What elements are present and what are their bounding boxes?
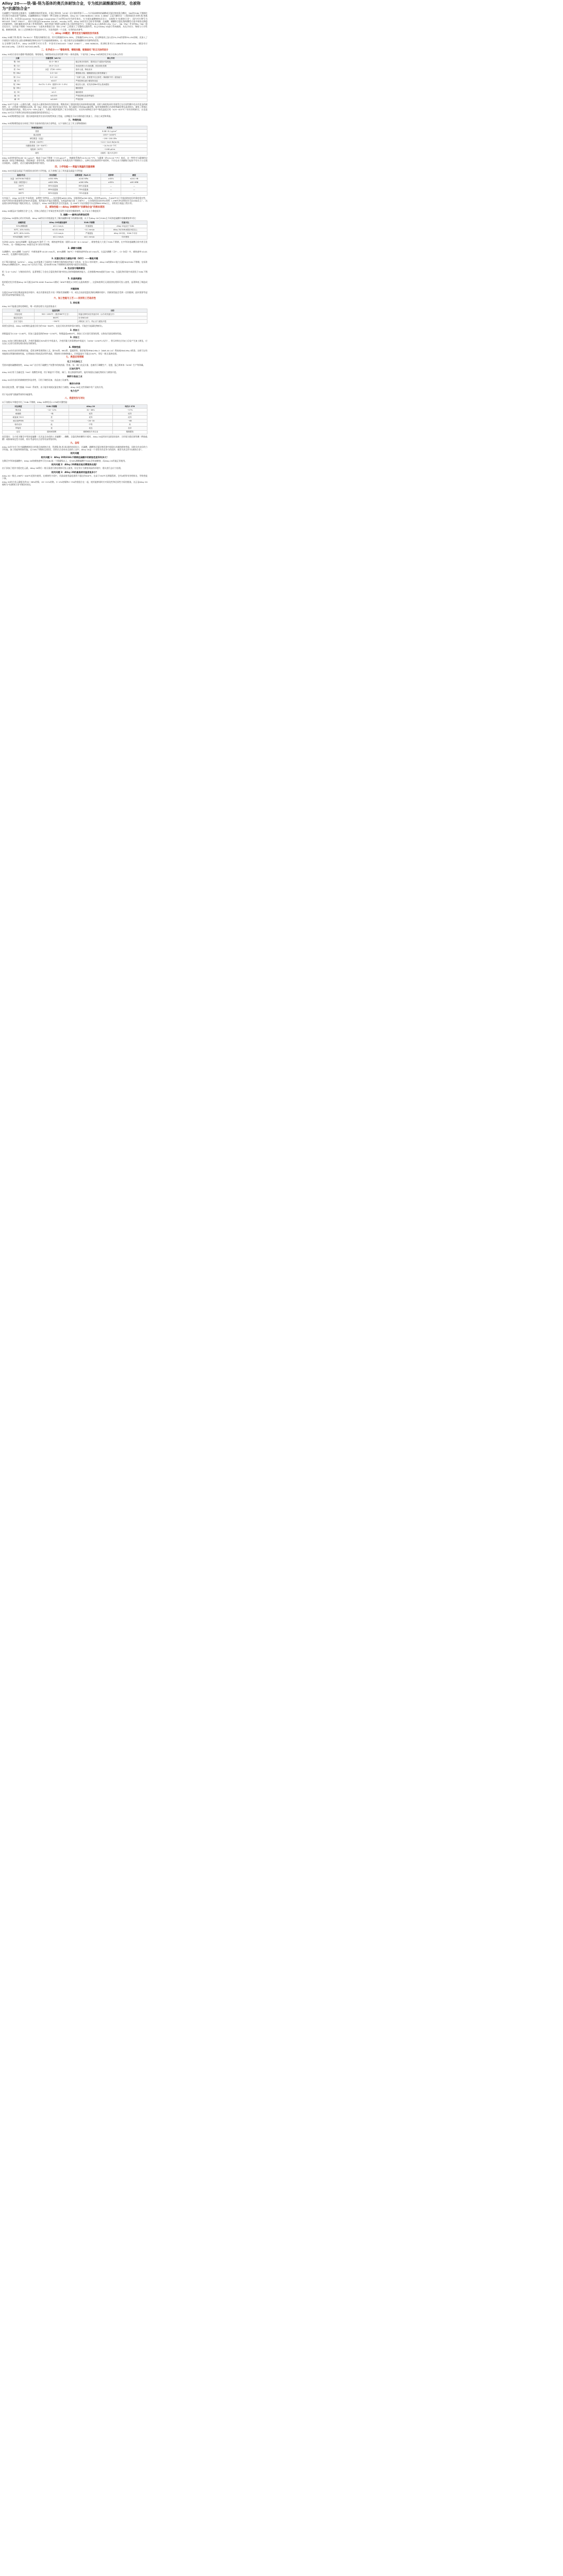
overview-paragraph: 在全球牌号体系中，Alloy 20的牌号对应关系：中国对应NS1403（GB/T 15007）、UNS N08020，欧洲标准对应2.4660和NiCr20CuMo，德国对应NiCr20CuMo，日本对应 NCF20CuMo等。	[2, 42, 147, 48]
column-header: Alloy 20	[69, 404, 112, 408]
table-cell: ≤241 HB	[121, 177, 147, 181]
section-heading-processing: 六、加工性能与工艺——良好的工艺适应性	[54, 297, 96, 300]
phosphoric-paragraph: 在磷酸中，85%磷酸（100℃）中腐蚀速率<0.05 mm/年，85%磷酸（80℃）中腐蚀速率约0.03 mm/年，在湿法磷酸（含F⁻、Cl⁻杂质）中，腐蚀速率<0.01 mm/年，在混酸中表现也很好。	[2, 250, 147, 256]
mechanical-body	[3, 177, 147, 195]
table-cell: 快速腐蚀	[75, 225, 104, 228]
heat-treatment-note: 需要注意的是，Alloy 20的敏化温度区间为约700~900℃，在此区间长时间停留应避免，可能会引起碳化物析出。	[2, 325, 104, 328]
table-cell: 高	[112, 423, 147, 427]
table-cell: 8.08~8.1 g/cm³	[72, 129, 147, 133]
faq-question: 相关问题 1：Alloy 20和316L不锈钢在硫酸中的耐蚀性差异有多大？	[41, 456, 109, 459]
column-header: 核心作用	[75, 57, 147, 60]
article-title: Alloy 20——铁-镍-铬为基体的奥氏体耐蚀合金，专为抵抗硫酸腐蚀研发，也被称为“抗腐蚀合金”	[2, 1, 141, 11]
section-heading-composition: 二、化学成分——“镍铬骨架、铜钼抗酸、铌稳固化”的五元协同设计	[41, 49, 109, 52]
table-cell: 弹性模量（室温）	[3, 137, 72, 141]
table-cell: 19.0~21.0	[33, 64, 75, 67]
table-cell: Alloy 20/316L耐蚀10倍以上	[104, 228, 147, 232]
mechanical-intro: Alloy 20在室温及高温下均展现出良好的力学性能。以下表格汇总了其室温及高温力学性能：	[2, 170, 85, 173]
table-cell: 85%室温值	[40, 188, 67, 192]
column-header: 温度/状态	[3, 173, 40, 177]
column-header: 目的	[78, 309, 147, 312]
table-row	[3, 83, 147, 87]
hot-working-paragraph: 热锻温度为1110~1140℃，但加工温度范围约900~1150℃，终锻温度≥850℃，热加工后应进行固溶处理，以恢复其最佳耐蚀性能。	[2, 332, 123, 335]
table-row	[3, 133, 147, 137]
subheading-sulfuric: 1. 硫酸——最突出的耐蚀优势	[60, 213, 90, 216]
table-cell: ≤0.045	[33, 98, 75, 101]
table-cell: 中等	[69, 423, 112, 427]
table-cell: 辅助脱氧	[75, 87, 147, 90]
table-cell: 良好	[112, 427, 147, 430]
subheading-phosphoric: 2. 磷酸与硝酸	[68, 247, 82, 250]
cold-working-paragraph: Alloy 20加工硬化倾向显著，冷变形量超过30%时应中间退火，冷变形量大时需增加中间退火（1050~1150℃/水冷），积压材料在冷加工后易产生加工硬化，应在加工后进行固溶处理以恢复其耐蚀性。	[2, 339, 147, 345]
table-cell: ≥280 MPa	[66, 181, 101, 184]
table-cell: 室温（典型退火）	[3, 181, 40, 184]
table-cell: 去应力退火	[3, 320, 35, 324]
table-row	[3, 79, 147, 83]
sulfuric-acid-body	[3, 225, 147, 239]
physical-table	[2, 126, 147, 156]
subheading-welding: 4. 焊接性能	[69, 346, 81, 349]
table-cell: 线膨胀系数（20~300℃）	[3, 144, 72, 148]
subheading-intergranular: 5. 抗晶间腐蚀	[68, 277, 82, 280]
table-row	[3, 419, 147, 423]
table-header-row	[3, 221, 147, 225]
table-row	[3, 232, 147, 235]
table-cell: 焊接性	[3, 427, 35, 430]
column-header: 温度范围	[34, 309, 77, 312]
sulfuric-note: 在浓度<40%~60%的硫酸（温度≤80℃条件下）中，腐蚀速率很低（通常<0.05~0.1 mm/a），耐蚀性能大大优于316L不锈钢，在中等浓度硫酸区间中甚至优于904L，这一领域是Alloy 20最具竞争力的应用领域。	[2, 240, 147, 246]
table-cell: 稳定奥氏体基体，提高抗应力腐蚀开裂性能	[75, 60, 147, 64]
table-row	[3, 188, 147, 192]
sulfuric-paragraph: 这是Alloy 20最核心的应用场景。Alloy 20的设计初衷就是为了解决硫酸环境下的腐蚀问题，以下为Alloy 20与316L在不同浓度硫酸中的耐腐蚀率对比：	[2, 217, 138, 220]
table-cell: 密度	[3, 129, 72, 133]
column-header: Alloy 20年腐蚀速率	[41, 221, 75, 225]
table-cell: 32~38%	[69, 409, 112, 412]
overview-paragraph: Alloy 20属于铁-镍-铬（Fe-Ni-Cr）系奥氏体耐蚀合金，其中含镍量约32%-38%，含铬量约19%-21%，在这种基体上加入约2%-3%的钼和3%-4%的铜，还加入了少量铌作为稳定化元素以抑制碳化物析出而产生的晶间腐蚀倾向，这一组合使其在处理硫酸时具有独特的优势。	[2, 36, 147, 42]
table-cell: 保温足够时间后快速冷却（水冷或快速空冷）	[78, 313, 147, 316]
comparison-note: 选型建议：当介质为稀至中等浓度硫酸（尤其是含杂质的工业硫酸）、磷酸、含氯化物的酸性介质时，Alloy 20是性价比最优的选择；当环境为强还原性酸（例如盐酸）或极端氧化性介质时，则应考虑哈氏合金等更高等级材料。	[2, 435, 147, 440]
table-cell: ≤0.035	[33, 94, 75, 98]
composition-table	[2, 57, 147, 102]
column-header: 硫酸浓度	[3, 221, 42, 225]
table-cell: ~10~12%	[34, 409, 69, 412]
table-row	[3, 409, 147, 412]
column-header: 316L不锈钢	[34, 404, 69, 408]
table-row	[3, 430, 147, 434]
table-cell: ~12.2~14.0 W/(m·K)	[72, 141, 147, 144]
subheading-cold-working: 3. 冷加工	[70, 335, 80, 338]
table-row	[3, 64, 147, 67]
table-cell: 300℃	[3, 188, 40, 192]
article-page	[0, 0, 150, 824]
table-row	[3, 94, 147, 98]
column-header: 含量范围（wt.%）	[33, 57, 75, 60]
table-cell: ≤0.01 mm/a	[41, 228, 75, 232]
subheading-pitting: 4. 抗点蚀与缝隙腐蚀	[64, 267, 85, 270]
table-row	[3, 90, 147, 94]
table-cell: ~0.1 mm/a	[75, 228, 104, 232]
table-row	[3, 87, 147, 90]
table-cell: 优异	[69, 412, 112, 416]
table-cell: ~0.98 μΩ·m	[72, 148, 147, 151]
table-cell: 定位	[3, 430, 35, 434]
table-cell: 硫酸耐蚀专用合金	[69, 430, 112, 434]
table-cell: 铁（Fe）	[3, 68, 33, 72]
table-cell: 70%室温值	[66, 192, 101, 195]
table-cell: 严重腐蚀	[75, 232, 104, 235]
mechanical-table	[2, 173, 147, 196]
table-header-row	[3, 173, 147, 177]
table-cell: 低	[34, 423, 69, 427]
table-cell: 85%室温值	[40, 184, 67, 188]
table-row	[3, 151, 147, 155]
sulfuric-acid-table	[2, 221, 147, 239]
pitting-paragraph: 钼（2.0~3.0%）与铬协同作用，显著增强了合金在含氯化物环境中的抗点蚀和缝隙腐蚀能力。点蚀指数PREN值约为26~30，在氯化物环境中表现优于316L不锈钢。	[2, 270, 147, 276]
mechanical-note: 在室温下，Alloy 20呈现“中高强度、高塑性”的特征——抗拉强度≥620 MPa，屈服强度≥300 MPa，延伸率≥40%。在400℃以下仍能保持较好的强度稳定性，400℃时抗拉强度保持在约80%室温值，使其能在中温区间服役。在低温性能方面（-196℃），它仍保持优良的冲击韧性（-196℃冲击吸收功可达100J以上），这是奥氏体结构低温不脆化的优点。在低温下，Alloy 20的强度甚至比室温高，在-196℃下抗拉强度可以达到800 MPa以上，非常适合低温工程应用。	[2, 196, 147, 205]
table-cell: 32.0~38.0	[33, 60, 75, 64]
power-paragraph: 用于电站烟气脱硫系统和冷凝器等。	[2, 393, 35, 396]
table-cell: 80%室温值	[66, 184, 101, 188]
table-cell: Alloy 20可用，316L不可用	[104, 232, 147, 235]
table-cell: 优	[34, 427, 69, 430]
faq-heading: 相关问题	[70, 452, 79, 455]
faq-answer: 在稀至中等浓度硫酸中，Alloy 20的腐蚀速率可比316L低一个数量级以上，在50%沸腾硫酸中316L会快速腐蚀，而Alloy 20仍能正常使用。	[2, 460, 127, 463]
table-cell: ≤0.1 mm/a	[75, 235, 104, 239]
table-cell: 形成致密Cr₂O₃钝化膜，抵抗氧化性酸	[75, 64, 147, 67]
table-cell: 硅（Si）	[3, 90, 33, 94]
subheading-heat-treatment: 1. 热处理	[70, 301, 80, 304]
column-header: 元素	[3, 57, 33, 60]
table-cell: 均可使用	[104, 235, 147, 239]
comparison-intro: 以下表格从多维度对比了316L不锈钢，Alloy 20和哈氏C-276的关键性能：	[2, 401, 70, 404]
table-cell: —	[121, 192, 147, 195]
physical-note: Alloy 20的密度约8.08~8.1 g/cm³，略高于304不锈钢（7.93 g/cm³）。热膨胀系数约14.9×10⁻⁶/℃，与碳钢（约12×10⁻⁶/℃）接近，这一特性对与碳钢的设备连接（如复合钢板制造、管板制造）非常有利。线性膨胀比相较于传统奥氏体不锈钢较小，这种合金在换热管中使用时，不存在由于热膨胀引起的不均匀力与全奥氏体组织。无磁性，适合在磁场敏感环境中使用。	[2, 156, 147, 165]
oil-gas-paragraph: Alloy 20应用于含硫化氢（H₂S）的酸性环境，用于制造井下管柱、阀门、热交换器等部件，能有效抵抗含硫化物的应力腐蚀开裂。	[2, 371, 118, 374]
table-cell: —	[121, 184, 147, 188]
table-cell: 200℃	[3, 184, 40, 188]
table-row	[3, 141, 147, 144]
table-row	[3, 75, 147, 79]
table-cell: 通用耐蚀钢	[34, 430, 69, 434]
heat-treatment-table	[2, 309, 147, 324]
column-header: 硬度	[121, 173, 147, 177]
faq-answer: Alloy 20一般在-196℃~400℃范围内使用，在腐蚀性介质中，其最高使用温度通常不超过约500℃，在高于550℃长期服役时，会有σ相等有害相析出，导致性能下降。	[2, 474, 147, 480]
faq-question: 相关问题 2：Alloy 20焊接后是否需要热处理？	[51, 463, 98, 466]
table-row	[3, 320, 147, 324]
table-cell: 硫（S）	[3, 94, 33, 98]
corrosion-intro: Alloy 20被冠以“抗腐蚀合金”之名，其核心价值在于对氧化性和还原性介质的均衡耐蚀性，以下从五个维度展开：	[2, 209, 103, 212]
table-cell: ≤90 HRB	[121, 181, 147, 184]
table-cell: 一般	[34, 412, 69, 416]
table-row	[3, 60, 147, 64]
table-cell: 80%室温值	[40, 192, 67, 195]
table-cell: 基体元素，降低成本	[75, 68, 147, 72]
section-heading-overview: 一、Alloy 20概述：牌号定位与编制的技术体系	[51, 32, 99, 36]
table-row	[3, 235, 147, 239]
table-row	[3, 316, 147, 320]
column-header: 哈氏C-276	[112, 404, 147, 408]
table-cell: 铜（Cu）	[3, 75, 33, 79]
table-row	[3, 427, 147, 430]
subheading-power: 电力生产	[70, 389, 79, 393]
faq-question: 相关问题 3：Alloy 20的最高使用温度是多少？	[51, 470, 98, 473]
table-cell: 磷（P）	[3, 98, 33, 101]
table-cell: 耐氯离子SCC	[3, 416, 35, 419]
table-row	[3, 177, 147, 181]
table-cell: 优异	[69, 416, 112, 419]
table-cell: 93%浓硫酸（60℃）	[3, 235, 42, 239]
table-cell: 400℃	[3, 192, 40, 195]
closing-paragraph: Alloy 20的合金元素配比约32~38%的镍、19~21%的铬、3~4%的铜和2~3%的钼组合在一起，使其能够同时应对氧化性和还原性介质的挑战，这正是Alloy 20被称为“抗腐蚀合金”的根本原因。	[2, 480, 147, 486]
table-row	[3, 72, 147, 75]
summary-paragraph: Alloy 20作为专门针对硫酸腐蚀设计的奥氏体耐蚀合金，凭借镍-铬-钼-铜-铌的协同设计，在硫酸、磷酸和含氯化物环境中展现出卓越的耐蚀性能，同时具有良好的力学性能、加工性能和焊接性能。在316L不锈钢无法胜任、而哈氏合金成本过高的工况中，Alloy 20是一个非常具有竞争力的选择，被誉为真正的“抗腐蚀合金”。	[2, 445, 147, 451]
table-cell: ≥240 MPa	[66, 177, 101, 181]
table-cell: 优异	[112, 412, 147, 416]
table-cell: 增强耐点蚀、缝隙腐蚀及还原性酸能力	[75, 72, 147, 75]
table-cell: 余量（约30~40%）	[33, 68, 75, 72]
section-heading-applications: 七、典型应用领域	[65, 356, 84, 359]
table-row	[3, 68, 147, 72]
table-cell: Alloy 20远优于316L	[104, 225, 147, 228]
table-cell: 差	[34, 416, 69, 419]
table-cell: ≤2.0	[33, 87, 75, 90]
column-header: 性能对比	[104, 221, 147, 225]
table-cell: 磁性	[3, 151, 72, 155]
subheading-oil-gas: 石油天然气	[69, 367, 80, 370]
table-header-row	[3, 404, 147, 408]
table-cell: 镍（Ni）	[3, 60, 33, 64]
table-cell: —	[101, 192, 121, 195]
column-header: 物理性能项目	[3, 126, 72, 129]
table-cell: —	[121, 188, 147, 192]
section-heading-comparison: 八、选型定位与对比	[64, 397, 85, 400]
table-cell: 钼（Mo）	[3, 72, 33, 75]
table-row	[3, 181, 147, 184]
table-cell: —	[101, 188, 121, 192]
section-heading-mechanical: 四、力学性能——常温与高温的双重保障	[55, 165, 95, 168]
table-row	[3, 184, 147, 188]
table-cell: 稳定化元素，优先形成NbC防止晶间腐蚀	[75, 83, 147, 87]
table-cell: 耐点蚀PREN	[3, 419, 35, 423]
subheading-pharma: 制药与食品工业	[67, 375, 82, 378]
composition-intro: Alloy 20的合金设计遵循“镍基稳固、铬铝钝化、铜钼协同抗还原性酸”四位一体的思路，下表列出了Alloy 20的典型化学成分及核心作用：	[2, 53, 125, 56]
table-cell: 稳定化退火	[3, 316, 35, 320]
table-row	[3, 412, 147, 416]
column-header: 延伸率	[101, 173, 121, 177]
table-cell: 3.0~4.0	[33, 75, 75, 79]
composition-note: Alloy 20的物理性能方面：奥氏体组织使其有良好的韧性和加工性能，这种配比可以方便的进行热加工、冷加工成型和焊接。	[2, 114, 113, 117]
table-cell: 热导率（100℃）	[3, 141, 72, 144]
column-header: 抗拉强度	[40, 173, 67, 177]
physical-body	[3, 129, 147, 155]
table-cell: ≤0.07	[33, 79, 75, 83]
table-cell: 75%室温值	[66, 188, 101, 192]
composition-body	[3, 60, 147, 101]
table-cell: 50℃, 10% H₂SO₄	[3, 228, 42, 232]
physical-intro: Alloy 20的物理性能充分体现了铁作为基体的奥氏体合金特征。以下表格汇总了其主要物理指标：	[2, 122, 89, 125]
table-cell: 严格控制	[75, 98, 147, 101]
table-cell: 极端腐蚀	[112, 430, 147, 434]
table-cell: ~24	[34, 419, 69, 423]
table-cell: 锰（Mn）	[3, 87, 33, 90]
table-cell: ~26~30	[69, 419, 112, 423]
subheading-chemical: 化工与石油化工	[67, 360, 82, 363]
table-cell: ~0.3 mm/a	[41, 232, 75, 235]
table-cell: 辅助脱氧	[75, 90, 147, 94]
marine-paragraph: 海水淡化装置、烟气脱硫（FGD）系统等，由于能有效抵抗氯化物应力腐蚀，Alloy 20在这些领域中有广泛的应用。	[2, 385, 105, 388]
column-header: 典型值	[72, 126, 147, 129]
table-cell: 920~1050℃（推荐980℃左右）	[34, 313, 77, 316]
column-header: 工艺	[3, 309, 35, 312]
table-row	[3, 137, 147, 141]
subheading-hot-working: 2. 热加工	[70, 328, 80, 331]
column-header: 316L不锈钢	[75, 221, 104, 225]
heat-treatment-body	[3, 313, 147, 324]
table-cell: 消除加工应力，防止应力腐蚀开裂	[78, 320, 147, 324]
table-row	[3, 228, 147, 232]
table-header-row	[3, 126, 147, 129]
table-cell: 针对NS143	[78, 316, 147, 320]
table-row	[3, 192, 147, 195]
column-header: 屈服强度（Rp0.2）	[66, 173, 101, 177]
table-cell: —	[101, 184, 121, 188]
table-cell: 严格控制以减少碳化物沉淀	[75, 79, 147, 83]
table-row	[3, 148, 147, 151]
section-heading-physical: 三、物理性能	[68, 118, 81, 121]
table-cell: ≤0.1 mm/a	[41, 235, 75, 239]
table-row	[3, 423, 147, 427]
welding-paragraph: Alloy 20具有良好的焊接性能，适用各种常规焊接工艺，如TIG焊、MIG焊、氩弧焊等，推荐使用ERNiCrMo-3（AWS A5.14）焊丝或ENiCrMo-3焊条，这样可以有效地保证焊缝的耐蚀性能。在焊接前应彻底清洁焊件表面，焊接时应控制热输入，层间温度应不超过150℃，焊后一般无需热处理。	[2, 349, 147, 355]
table-cell: 840℃	[34, 316, 77, 320]
table-cell: ~190~200 GPa	[72, 137, 147, 141]
scc-paragraph: 由于镍含量较高（≥32%），Alloy 20对氯离子引起的应力腐蚀开裂的抵抗性能十分优良，在含Cl⁻的环境中，Alloy 20的耐SCC能力远超304/316L不锈钢。在标准的MgCl₂沸腾试验中，Alloy 20不会发生开裂，而304和316L不锈钢则在短时间内就会出现裂纹。	[2, 260, 147, 266]
table-cell: 固溶处理	[3, 313, 35, 316]
table-cell: 优良	[69, 427, 112, 430]
table-cell: 相对成本	[3, 423, 35, 427]
comparison-body	[3, 409, 147, 434]
table-cell: ~68	[112, 419, 147, 423]
table-cell: 熔点范围	[3, 133, 72, 137]
limits-paragraph: 在超过550℃的长期高温氧化环境中，或在有强氧化性介质（例如发烟硝酸）中，或在含高浓度氯化物的沸腾环境中，其耐蚀性能会受到一定的限制，此时需要考虑选用更高等级的镍基合金。	[2, 291, 147, 296]
table-cell: ≥30%	[101, 177, 121, 181]
table-cell: ~57%	[112, 409, 147, 412]
table-cell: ≤0.1 mm/a	[41, 225, 75, 228]
table-cell: 镍含量	[3, 409, 35, 412]
table-cell: ~550℃	[34, 320, 77, 324]
table-header-row	[3, 57, 147, 60]
chemical-paragraph: 凭借卓越的硫酸耐蚀性，Alloy 20广泛应用于硫酸生产装置中的换热器、管道、泵、阀门及反应器，也被用于磷酸生产、化肥、氯乙烯单体（VCM）生产等领域。	[2, 364, 145, 367]
table-cell: 铌（Nb）	[3, 83, 33, 87]
section-heading-corrosion: 五、耐蚀性能——Alloy 20被称为“抗腐蚀合金”的根本原因	[45, 206, 105, 209]
table-row	[3, 144, 147, 148]
table-cell: 铬（Cr）	[3, 64, 33, 67]
table-row	[3, 313, 147, 316]
intergranular-paragraph: 铌的稳定化作用使Alloy 20可通过ASTM A262 Practice E测试（650℃敏化2小时后无晶界腐蚀）。这意味着焊后无需固溶处理即可投入使用，显著降低了制造成本。	[2, 280, 147, 286]
faq-answer: 由于添加了铌作为稳定化元素，Alloy 20焊后一般无需进行热处理即可投入使用，但在有应力腐蚀风险的环境中，建议进行去应力处理。	[2, 467, 123, 470]
intro-paragraph: 在硫酸生产线的热交换器中，在磷酸浓缩的管束间，在氯乙烯单体（VCM）反应器的管排下——当介质高腐蚀的硫酸或含氯化物的混合酸时，304和316L不锈钢往往在数月内就出现严重腐蚀。在硫酸腐蚀这个领域有一种合金被人们熟知的，Alloy 20（UNS N08020 / W.Nr. 2.4660）正是为解决这一工程困境而生的铁-镍-铬基奥氏体合金。由美国Carpenter Technology Corporation于20世纪50年代研发推出，专为抵抗硫酸腐蚀而设计，也被称为“抗腐蚀合金”，国内对应牌号为NS1403（GB/T 15007），商业名称包括Carpenter 20Cb3、Incoloy 20等。Alloy 20的设计目标非常明确：在硫酸、磷酸和含氯化物的酸性介质中保持长期稳定的耐蚀性，同时兼顾良好的加工性和焊接性，填补普通不锈钢与高镍合金之间的性能空白，它通过Fe-Ni-Cr基体加入Mo（Cu）、Nb（Mo）并采用Mo（Nb）稳定化设计，在性能不锈钢（304/316L）与高成本镍基合金（如C-276）之间建立了完整的过渡体系。本文对Alloy 20进行系统梳理，从化学成分、物理与力学性能、耐腐蚀机理、加工工艺到典型应用及选材对比，为读者提供一个全面、实用的技术参考。	[2, 12, 148, 31]
table-header-row	[3, 309, 147, 312]
table-cell: 严格控制以改善焊接性	[75, 94, 147, 98]
table-cell: ≥550 MPa	[40, 177, 67, 181]
pharma-paragraph: Alloy 20具有良好的耐腐蚀性和洁净性，可用于制药设备、食品加工设备等。	[2, 378, 71, 381]
table-cell: 耐硫酸	[3, 412, 35, 416]
table-row	[3, 225, 147, 228]
table-cell: “灵魂”元素，显著提升抗还原性（稀硫酸中的）腐蚀能力	[75, 75, 147, 79]
table-row	[3, 416, 147, 419]
heat-treatment-paragraph: Alloy 20不能通过热处理硬化，唯一的热处理方式是固溶退火：	[2, 305, 59, 308]
table-cell: 碳（C）	[3, 79, 33, 83]
subheading-limits: 关键限制	[70, 287, 79, 290]
table-cell: 2.0~3.0	[33, 72, 75, 75]
table-cell: 电阻率（20℃）	[3, 148, 72, 151]
subheading-marine: 海洋与环保	[69, 382, 80, 385]
table-row	[3, 98, 147, 101]
comparison-table	[2, 404, 147, 434]
table-cell: ≥35%	[101, 181, 121, 184]
table-cell: 8×C%~1.0%（通常0.15~1.0%）	[33, 83, 75, 87]
table-cell: 80℃, 80% H₂SO₄	[3, 232, 42, 235]
table-cell: 50%沸腾硫酸	[3, 225, 42, 228]
table-row	[3, 129, 147, 133]
table-cell: 室温（ASTM B473要求）	[3, 177, 40, 181]
table-cell: ≥620 MPa	[40, 181, 67, 184]
table-cell: 优异	[112, 416, 147, 419]
table-cell: 无磁性（退火状态时）	[72, 151, 147, 155]
table-cell: ~14.9×10⁻⁶/℃	[72, 144, 147, 148]
section-heading-summary: 九、总结	[70, 442, 79, 445]
composition-note: Alloy 20中不是单一元素的贡献，而是各元素间协同作用的结果。镍铬形成了稳固的奥氏体基体和钝化膜，而钼与铜的协同作用使得它在还原性酸中也具有优良的耐蚀性，这一点普通不锈钢难以达到。铌（Nb）的加入属于稳定化技术手段，铌与碳结合形成NbC碳化物，能有效抑制焊后冷却时铬碳化物在晶界析出，避免了焊接区发生晶间腐蚀的风险。镍在32%~38%含量下，为奥氏体组织提供了充分的稳定性，从而有效降低合金中“敏化温度区间（425~815℃）”的有害相析出，这也是Alloy 20可以不用焊后热处理而直接服役的重要原因之一。	[2, 103, 147, 114]
column-header: 对比维度	[3, 404, 35, 408]
table-cell: 1357~1430℃	[72, 133, 147, 137]
table-cell: ≤1.0	[33, 90, 75, 94]
subheading-scc: 3. 抗氯化物应力腐蚀开裂（SCC）——镍是关键	[51, 257, 98, 260]
